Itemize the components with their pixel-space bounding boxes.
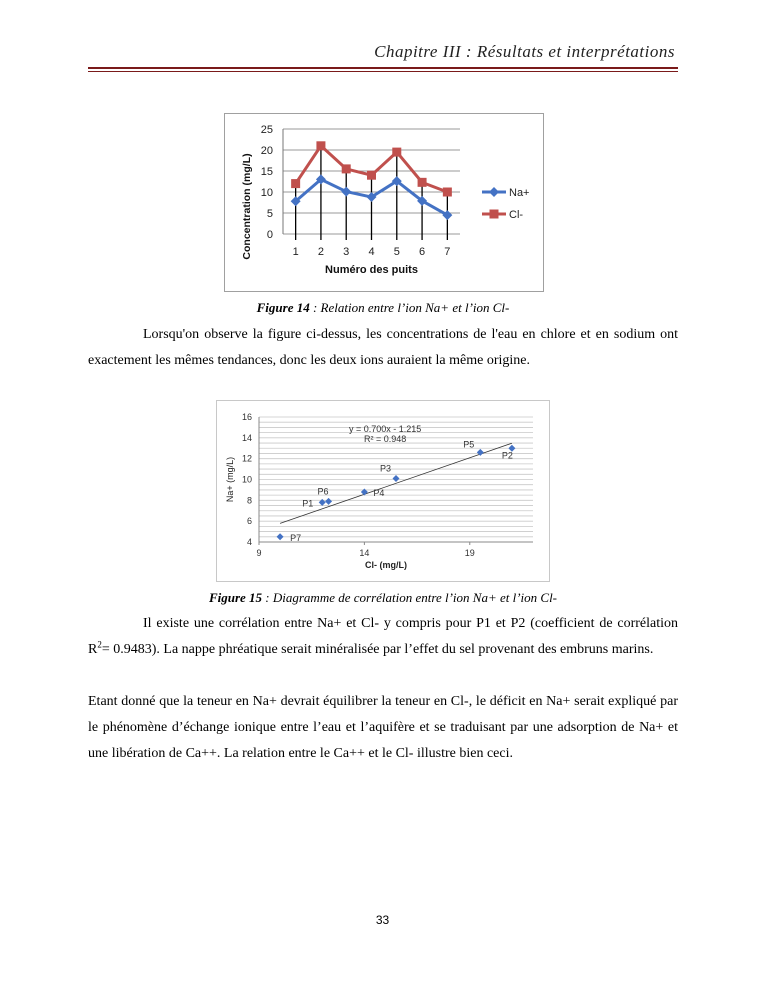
x-tick-label: 5 xyxy=(393,246,400,258)
paragraph-3: Etant donné que la teneur en Na+ devrait équilibrer la teneur en Cl-, le déficit en Na+ serait expliqué par le phénomène d’échange ionique entre l’eau et l’aquifère et se traduisant par une adsorption de Na+ et une libération de Ca++. La relation entre le Ca++ et le Cl- illustre bien ceci. xyxy=(88,694,678,761)
figure-14-caption-text: : Relation entre l’ion Na+ et l’ion Cl- xyxy=(309,300,510,315)
y-axis-title: Concentration (mg/L) xyxy=(241,153,253,260)
point-label: P5 xyxy=(463,439,475,450)
y-tick-label: 10 xyxy=(260,187,273,199)
data-point-cl xyxy=(291,179,300,188)
point-label: P3 xyxy=(380,463,392,474)
paragraph-2 xyxy=(88,611,678,663)
legend-label: Na+ xyxy=(509,187,530,199)
paragraph-2-part-2: = 0.9483). La nappe phréatique serait minéralisée par l’effet du sel provenant des embruns marins. xyxy=(101,642,654,657)
point-label: P1 xyxy=(302,498,314,509)
data-point-cl xyxy=(418,178,427,187)
point-label: P2 xyxy=(501,450,513,461)
x-axis-title: Cl- (mg/L) xyxy=(365,560,407,570)
data-point-cl xyxy=(367,171,376,180)
y-tick-label: 20 xyxy=(260,145,273,157)
figure-15-label: Figure 15 xyxy=(208,590,263,605)
data-point-cl xyxy=(443,188,452,197)
data-point-cl xyxy=(316,141,325,150)
y-tick-label: 5 xyxy=(266,208,273,220)
figure-14-label: Figure 14 xyxy=(256,300,310,315)
y-axis-title: Na+ (mg/L) xyxy=(225,456,235,503)
header-rule-thin xyxy=(88,71,678,72)
data-point-cl xyxy=(392,148,401,157)
paragraph-1: Lorsqu'on observe la figure ci-dessus, les concentrations de l'eau en chlore et en sodium ont exactement les mêmes tendances, donc les deux ions auraient la même origine. xyxy=(88,327,678,368)
figure-15-caption xyxy=(88,590,678,606)
x-tick-label: 6 xyxy=(419,246,426,258)
legend-marker xyxy=(490,210,499,219)
x-tick-label: 4 xyxy=(368,246,375,258)
figure-15-caption-text: : Diagramme de corrélation entre l’ion Na+ et l’ion Cl- xyxy=(262,590,558,605)
y-tick-label: 8 xyxy=(246,495,252,506)
page-number: 33 xyxy=(375,913,390,927)
x-tick-label: 1 xyxy=(292,246,299,258)
paragraph-2-superscript: 2 xyxy=(97,639,102,650)
x-tick-label: 14 xyxy=(359,548,370,558)
y-tick-label: 15 xyxy=(260,166,273,178)
figure-15-chart xyxy=(216,400,550,582)
data-point xyxy=(325,498,332,505)
legend-marker xyxy=(489,187,499,197)
legend-label: Cl- xyxy=(509,209,524,221)
y-tick-label: 4 xyxy=(246,537,252,547)
x-tick-label: 19 xyxy=(464,548,475,558)
point-label: P7 xyxy=(290,532,302,543)
y-tick-label: 12 xyxy=(241,453,252,464)
r-squared: R² = 0.948 xyxy=(364,434,407,444)
y-tick-label: 10 xyxy=(241,474,252,485)
y-tick-label: 16 xyxy=(241,412,252,422)
data-point-cl xyxy=(342,164,351,173)
x-axis-title: Numéro des puits xyxy=(325,264,418,276)
trendline-equation: y = 0.700x - 1.215 xyxy=(349,424,422,434)
figure-14-caption xyxy=(88,300,678,316)
trendline xyxy=(280,443,512,523)
y-tick-label: 6 xyxy=(246,516,252,527)
chapter-title: Chapitre III : Résultats et interprétations xyxy=(374,42,675,61)
x-tick-label: 2 xyxy=(317,246,324,258)
y-tick-label: 14 xyxy=(241,432,252,443)
figure-14-svg xyxy=(225,114,543,291)
y-tick-label: 25 xyxy=(260,124,273,136)
point-label: P4 xyxy=(373,488,385,498)
header-rule xyxy=(88,67,678,69)
data-point xyxy=(277,533,284,540)
y-tick-label: 0 xyxy=(266,229,273,241)
x-tick-label: 9 xyxy=(256,548,262,558)
figure-15-svg xyxy=(217,401,549,581)
point-label: P6 xyxy=(317,486,329,497)
x-tick-label: 7 xyxy=(444,246,451,258)
figure-14-chart xyxy=(224,113,544,292)
x-tick-label: 3 xyxy=(343,246,350,258)
data-point xyxy=(393,475,400,482)
paragraph-2-part-1: Il existe une corrélation entre Na+ et Cl- y compris pour P1 et P2 (coefficient de corrélation R xyxy=(88,616,678,657)
data-point-na xyxy=(341,187,351,197)
